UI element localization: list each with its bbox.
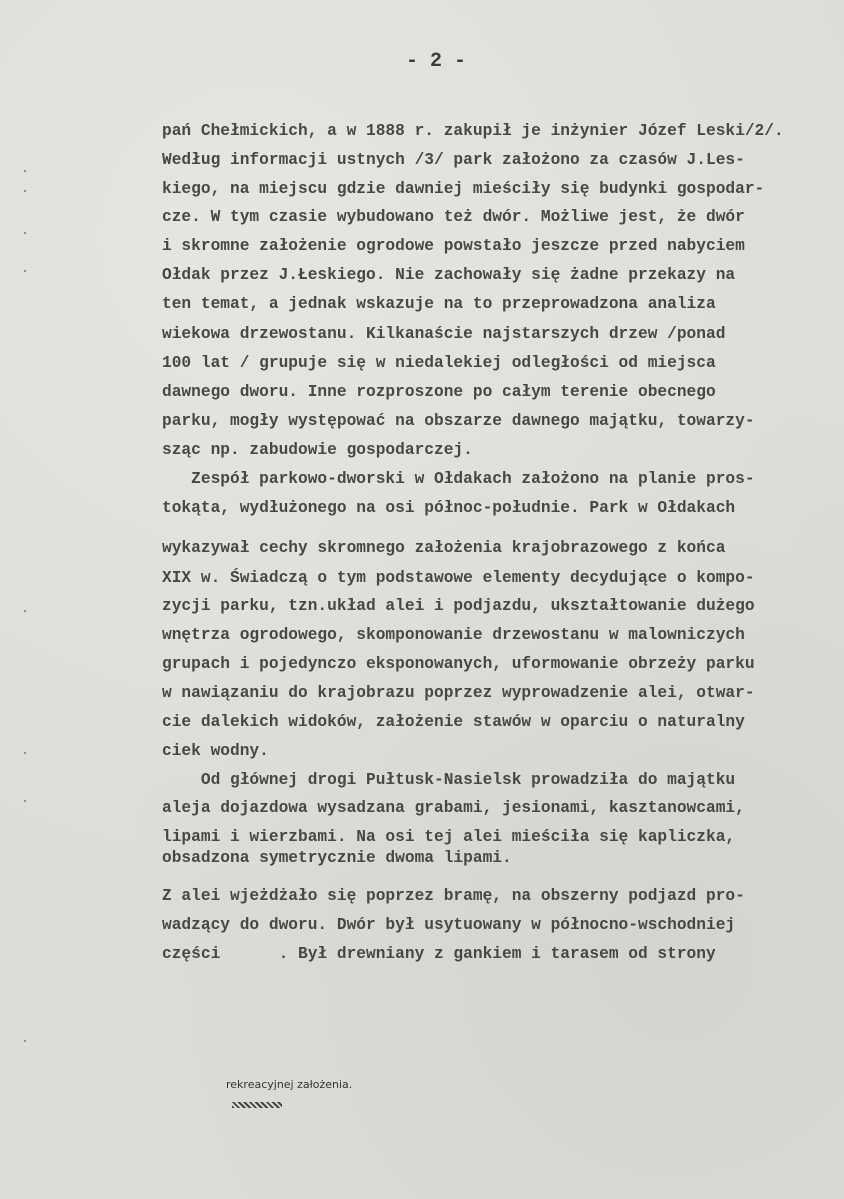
margin-mark	[24, 270, 26, 272]
text-line: i skromne założenie ogrodowe powstało jeszcze przed nabyciem	[162, 237, 745, 255]
text-line: parku, mogły występować na obszarze dawnego majątku, towarzy-	[162, 412, 755, 430]
text-line: dawnego dworu. Inne rozproszone po całym terenie obecnego	[162, 383, 716, 401]
text-line: cie dalekich widoków, założenie stawów w oparciu o naturalny	[162, 713, 745, 731]
text-line: lipami i wierzbami. Na osi tej alei mieściła się kapliczka,	[162, 828, 736, 846]
text-line: zycji parku, tzn.układ alei i podjazdu, ukształtowanie dużego	[162, 597, 755, 615]
text-line: wadzący do dworu. Dwór był usytuowany w północno-wschodniej	[162, 916, 736, 934]
text-line: tokąta, wydłużonego na osi północ-południe. Park w Ołdakach	[162, 499, 736, 517]
text-line: ten temat, a jednak wskazuje na to przeprowadzona analiza	[162, 295, 716, 313]
text-line: kiego, na miejscu gdzie dawniej mieściły się budynki gospodar-	[162, 180, 765, 198]
text-line: pań Chełmickich, a w 1888 r. zakupił je inżynier Józef Leski/2/.	[162, 122, 784, 140]
text-line: obsadzona symetrycznie dwoma lipami.	[162, 849, 512, 867]
margin-mark	[24, 190, 26, 192]
text-line: Od głównej drogi Pułtusk-Nasielsk prowadziła do majątku	[162, 771, 736, 789]
text-line: grupach i pojedynczo eksponowanych, uformowanie obrzeży parku	[162, 655, 755, 673]
text-line: części . Był drewniany z gankiem i tarasem od strony	[162, 945, 716, 963]
struck-out-word	[232, 1102, 282, 1108]
text-line: wnętrza ogrodowego, skomponowanie drzewostanu w malowniczych	[162, 626, 745, 644]
text-line: wiekowa drzewostanu. Kilkanaście najstarszych drzew /ponad	[162, 325, 726, 343]
text-line: w nawiązaniu do krajobrazu poprzez wyprowadzenie alei, otwar-	[162, 684, 755, 702]
margin-mark	[24, 800, 26, 802]
text-line: ciek wodny.	[162, 742, 269, 760]
text-line: XIX w. Świadczą o tym podstawowe elementy decydujące o kompo-	[162, 569, 755, 587]
margin-mark	[24, 752, 26, 754]
text-line: cze. W tym czasie wybudowano też dwór. Możliwe jest, że dwór	[162, 208, 745, 226]
text-line: aleja dojazdowa wysadzana grabami, jesionami, kasztanowcami,	[162, 799, 745, 817]
margin-mark	[24, 170, 26, 172]
text-line: wykazywał cechy skromnego założenia krajobrazowego z końca	[162, 539, 726, 557]
text-line: Zespół parkowo-dworski w Ołdakach założono na planie pros-	[162, 470, 755, 488]
text-line: Według informacji ustnych /3/ park założono za czasów J.Les-	[162, 151, 745, 169]
handwritten-annotation: rekreacyjnej założenia.	[226, 1078, 353, 1091]
margin-mark	[24, 1040, 26, 1042]
page-number: - 2 -	[406, 50, 467, 73]
margin-mark	[24, 610, 26, 612]
text-line: sząc np. zabudowie gospodarczej.	[162, 441, 473, 459]
text-line: 100 lat / grupuje się w niedalekiej odległości od miejsca	[162, 354, 716, 372]
text-line: Z alei wjeżdżało się poprzez bramę, na obszerny podjazd pro-	[162, 887, 745, 905]
margin-mark	[24, 232, 26, 234]
text-line: Ołdak przez J.Łeskiego. Nie zachowały się żadne przekazy na	[162, 266, 736, 284]
